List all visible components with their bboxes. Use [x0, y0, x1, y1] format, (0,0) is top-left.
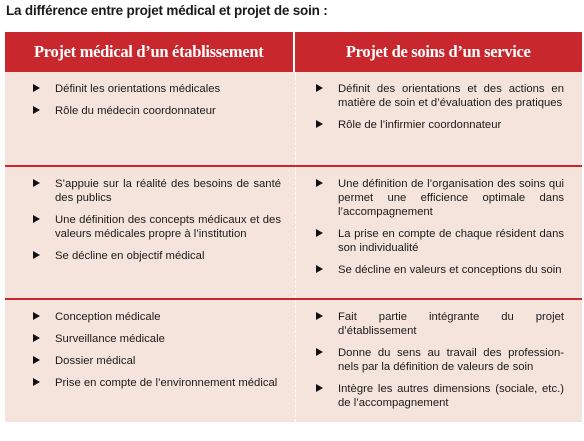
- triangle-bullet-icon: [316, 84, 323, 92]
- comparison-table: [5, 32, 582, 422]
- table-row: [5, 72, 582, 165]
- triangle-bullet-icon: [316, 348, 323, 356]
- list-item: Définit des orientations et des actions en matière de soin et d’évaluation des pratiques: [316, 82, 564, 110]
- cell-left: [5, 72, 295, 165]
- list-item: Rôle du médecin coordonnateur: [33, 104, 281, 118]
- list-item: Se décline en objectif médical: [33, 249, 281, 263]
- cell-right: [296, 72, 582, 165]
- triangle-bullet-icon: [316, 179, 323, 187]
- list-item: Surveillance médicale: [33, 332, 281, 346]
- list-item: Une définition de l’organisation des soins qui permet une efficience optimale dans l’accompagnement: [316, 177, 564, 219]
- page-title: La différence entre projet médical et projet de soin :: [6, 3, 328, 18]
- triangle-bullet-icon: [316, 265, 323, 273]
- triangle-bullet-icon: [33, 251, 40, 259]
- list-item: Définit les orientations médicales: [33, 82, 281, 96]
- triangle-bullet-icon: [33, 84, 40, 92]
- triangle-bullet-icon: [33, 215, 40, 223]
- cell-right: [296, 167, 582, 298]
- triangle-bullet-icon: [33, 334, 40, 342]
- triangle-bullet-icon: [316, 229, 323, 237]
- list-item: Se décline en valeurs et conceptions du soin: [316, 263, 564, 277]
- list-item: Dossier médical: [33, 354, 281, 368]
- triangle-bullet-icon: [33, 378, 40, 386]
- list-item: Fait partie intégrante du projet d’établissement: [316, 310, 564, 338]
- list-item: Rôle de l’infirmier coordonnateur: [316, 118, 564, 132]
- header-left: Projet médical d’un établissement: [34, 42, 264, 61]
- header-right: Projet de soins d’un service: [345, 42, 531, 61]
- table-row: [5, 298, 582, 422]
- list-item: La prise en compte de chaque résident dans son individualité: [316, 227, 564, 255]
- list-item: Une définition des concepts médicaux et des valeurs médicales propre à l’institution: [33, 213, 281, 241]
- triangle-bullet-icon: [33, 106, 40, 114]
- triangle-bullet-icon: [33, 179, 40, 187]
- cell-left: [5, 167, 295, 298]
- triangle-bullet-icon: [33, 312, 40, 320]
- list-item: Donne du sens au travail des profession-nels par la définition de valeurs de soin: [316, 346, 564, 374]
- cell-left: [5, 300, 295, 422]
- list-item: S’appuie sur la réalité des besoins de santé des publics: [33, 177, 281, 205]
- triangle-bullet-icon: [316, 312, 323, 320]
- list-item: Intègre les autres dimensions (sociale, etc.) de l’accompagnement: [316, 382, 564, 410]
- triangle-bullet-icon: [316, 120, 323, 128]
- triangle-bullet-icon: [316, 384, 323, 392]
- table-header: [5, 32, 582, 72]
- triangle-bullet-icon: [33, 356, 40, 364]
- table-row: [5, 165, 582, 298]
- list-item: Prise en compte de l’environnement médical: [33, 376, 281, 390]
- cell-right: [296, 300, 582, 422]
- list-item: Conception médicale: [33, 310, 281, 324]
